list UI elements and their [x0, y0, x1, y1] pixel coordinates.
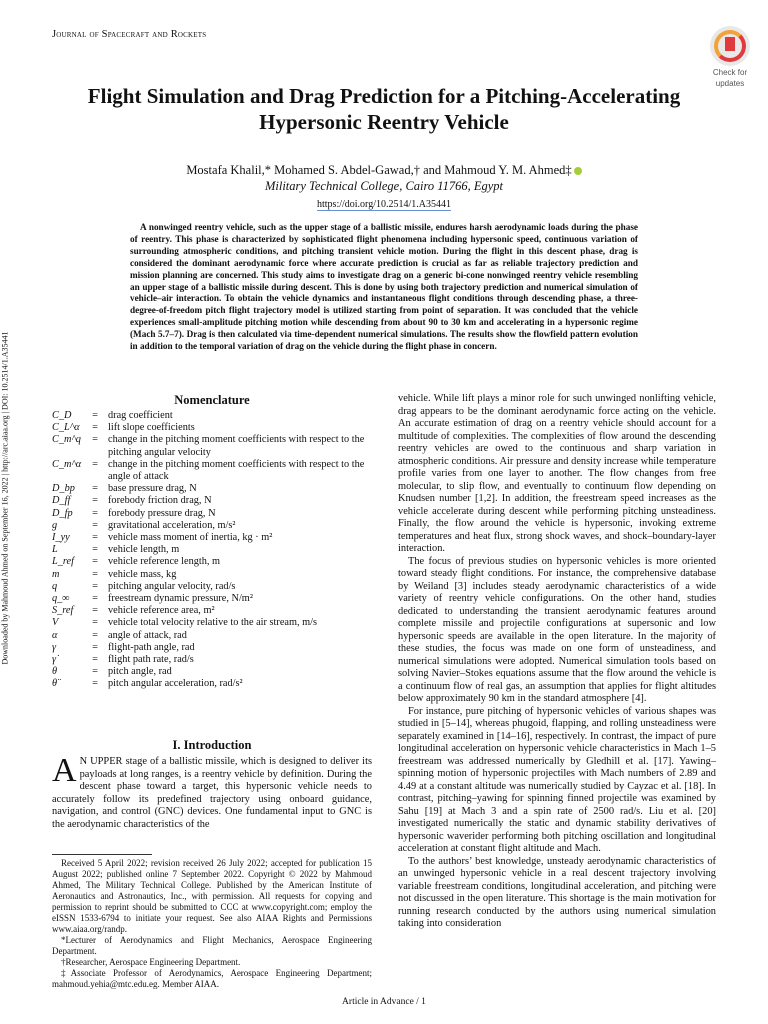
orcid-icon[interactable]: [574, 167, 582, 175]
nomenclature-row: [52, 593, 372, 605]
nomenclature-def: change in the pitching moment coefficients with respect to the pitching angular velocity: [108, 434, 365, 458]
nomenclature-sym: θ: [52, 666, 58, 678]
footnote: Received 5 April 2022; revision received 26 July 2022; accepted for publication 15 August 2022; published online 7 September 2022. Copyright © 2022 by Mahmoud Ahmed, The Military Technical College. Published by the American Institute of Aeronautics and Astronautics, Inc., with permission. All requests for copying and permission to reprint should be submitted to CCC at www.copyright.com; employ the eISSN 1533-6794 to initiate your request. See also AIAA Rights and Permissions www.aiaa.org/randp.: [52, 858, 372, 934]
body-paragraph: vehicle. While lift plays a minor role for such unwinged nonlifting vehicle, drag appears to be the dominant aerodynamic force acting on the vehicle. An accurate estimation of drag on a reentry vehicle should account for a multitude of complexities. The complexities of flow around the descending reentry vehicles are owed to the continuous and sharp variation in atmospheric conditions. Air pressure and density increase while temperature profile varies from one layer to another. The flow changes from free molecular, to slip flow, and eventually to continuum flow depending on Knudsen number [1,2]. In addition, the freestream speed increases as the vehicle accelerate during descent while performing pitching unsteadiness. Finally, the flow around the vehicle is hypersonic, invoking extreme temperatures and heat flux, strong shock waves, and shock–boundary-layer interaction.: [398, 393, 716, 554]
paper-title: Flight Simulation and Drag Prediction for a Pitching-Accelerating Hypersonic Reentry Vehicle: [87, 84, 681, 134]
nomenclature-sym: V: [52, 617, 59, 629]
nomenclature-row: [52, 630, 372, 642]
nomenclature-def: pitch angular acceleration, rad/s²: [108, 678, 243, 690]
nomenclature-sym: γ: [52, 641, 57, 653]
affiliation: Military Technical College, Cairo 11766, Egypt: [264, 179, 504, 193]
nomenclature-sym: D_fp: [52, 507, 73, 519]
badge-line2: updates: [715, 79, 745, 88]
nomenclature-row: [52, 569, 372, 581]
nomenclature-eq: =: [92, 629, 98, 641]
badge-line1: Check for: [712, 68, 748, 77]
nomenclature-row: [52, 544, 372, 556]
nomenclature-row: [52, 654, 372, 666]
nomenclature-row: [52, 434, 372, 458]
nomenclature-sym: C_m^q: [52, 434, 81, 446]
nomenclature-list: [52, 410, 372, 691]
nomenclature-def: pitch angle, rad: [108, 666, 172, 678]
nomenclature-eq: =: [92, 678, 98, 690]
nomenclature-eq: =: [92, 605, 98, 617]
page-footer: Article in Advance / 1: [342, 997, 426, 1007]
nomenclature-row: [52, 483, 372, 495]
nomenclature-eq: =: [92, 666, 98, 678]
nomenclature-def: forebody pressure drag, N: [108, 507, 216, 519]
nomenclature-sym: C_D: [52, 410, 72, 421]
nomenclature-eq: =: [92, 410, 98, 421]
nomenclature-def: freestream dynamic pressure, N/m²: [108, 593, 253, 605]
nomenclature-def: vehicle reference length, m: [108, 556, 221, 568]
nomenclature-eq: =: [92, 593, 98, 605]
nomenclature-eq: =: [92, 483, 98, 495]
nomenclature-heading: Nomenclature: [174, 393, 250, 407]
nomenclature-sym: θ̈: [52, 678, 58, 690]
nomenclature-def: pitching angular velocity, rad/s: [108, 580, 236, 592]
body-paragraph: The focus of previous studies on hypersonic vehicles is more oriented toward steady flight conditions. For instance, the comprehensive database by Weiland [3] includes steady aerodynamic characteristics of a wide variety of reentry vehicle configurations. On the other hand, studies dedicated to understanding the transient aerodynamic features around complete missile and projectile configurations at supersonic and low hypersonic speeds are available in the open literature. In the majority of these studies, the focus was made on one form of unsteadiness, and numerical simulations were adopted. Numerical simulation tools based on solving Navier–Stokes equations assume that the flow around the vehicle is a continuum flow of real gas, an assumption that applies for flight altitudes below approximately 90 km in the standard atmosphere [4].: [398, 555, 716, 704]
abstract: A nonwinged reentry vehicle, such as the upper stage of a ballistic missile, endures harsh aerodynamic loads during the phase of reentry. This phase is characterized by sophisticated flight phenomena including hypersonic speed, continuous variation of surrounding atmospheric conditions, and pitching transient vehicle motion. During the flight in this descent phase, drag is considered the dominant aerodynamic force where accurate prediction is crucial as far as reliable trajectory prediction and mission planning are concerned. This study aims to investigate drag on a generic bi-cone nonwinged reentry vehicle resembling an upper stage of a ballistic missile during descent. This is done by using both trajectory prediction and numerical simulation of vehicle–air interaction. To obtain the vehicle dynamics and instantaneous flight conditions through descending phase, a three-degree-of-freedom pitch flight trajectory model is utilized starting from point of separation. It was concluded that the vehicle experiences small-amplitude pitching motion while descending from about 90 to 30 km and accelerating in a hypersonic regime (Mach 5.7–7). Drag is then calculated via time-dependent numerical simulations. The results show the flowfield pattern evolution in addition to the temporal variation of drag on the vehicle during the flight phase in concern.: [130, 222, 638, 352]
nomenclature-def: vehicle mass, kg: [108, 568, 177, 580]
nomenclature-sym: C_m^α: [52, 458, 82, 470]
drop-cap: A: [52, 752, 77, 789]
nomenclature-eq: =: [92, 580, 98, 592]
download-sidebar: Downloaded by Mahmoud Ahmed on September 16, 2022 | http://arc.aiaa.org | DOI: 10.2514/1.A35441: [0, 331, 10, 665]
nomenclature-row: [52, 422, 372, 434]
nomenclature-eq: =: [92, 641, 98, 653]
body-paragraph: For instance, pure pitching of hypersonic vehicles of various shapes was studied in [5–14], whereas phugoid, flapping, and rolling unsteadiness were separately examined in [14–16], respectively. In contrast, the impact of pure longitudinal acceleration on hypersonic vehicle characteristics in Mach 1–5 freestream was addressed numerically by Gledhill et al. [17]. Yawing–spinning motion of hypersonic projectiles with Mach numbers of 2.89 and 4.49 at a constant altitude was numerically studied by Cayzac et al. [18]. In contrast, pitching–yawing for spinning finned projectile was examined by Sahu [19] at Mach 3 and a spin rate of 2500 rad/s. Liu et al. [20] investigated numerically the static and dynamic stability derivatives of hypersonic waverider performing both pitching oscillation and longitudinal acceleration at constant flight altitude and Mach.: [398, 705, 716, 854]
nomenclature-row: [52, 581, 372, 593]
authors: Mostafa Khalil,* Mohamed S. Abdel-Gawad,† and Mahmoud Y. M. Ahmed‡: [40, 163, 728, 178]
introduction-text: A N UPPER stage of a ballistic missile, which is designed to deliver its payloads at long ranges, is a reentry vehicle by definition. During the descent phase toward a target, this hypersonic vehicle needs to accurately follow its predefined trajectory using onboard guidance, navigation, and control (GNC) devices. One fundamental input to GNC is the aerodynamic characteristics of the: [52, 752, 372, 830]
nomenclature-sym: q_∞: [52, 593, 70, 605]
nomenclature-def: vehicle total velocity relative to the air stream, m/s: [108, 617, 318, 629]
footnote: ‡Associate Professor of Aerodynamics, Aerospace Engineering Department; mahmoud.yehia@mtc.edu.eg. Member AIAA.: [52, 968, 372, 989]
footnote: *Lecturer of Aerodynamics and Flight Mechanics, Aerospace Engineering Department.: [52, 935, 372, 956]
nomenclature-sym: m: [52, 568, 60, 580]
nomenclature-def: forebody friction drag, N: [108, 495, 212, 507]
nomenclature-eq: =: [92, 495, 98, 507]
nomenclature-sym: C_L^α: [52, 422, 80, 434]
nomenclature-row: [52, 605, 372, 617]
nomenclature-sym: g: [52, 519, 58, 531]
nomenclature-row: [52, 678, 372, 690]
nomenclature-eq: =: [92, 519, 98, 531]
nomenclature-sym: D_bp: [52, 483, 75, 495]
footnotes: [52, 858, 372, 990]
nomenclature-def: flight-path angle, rad: [108, 641, 195, 653]
nomenclature-eq: =: [92, 544, 98, 556]
nomenclature-def: base pressure drag, N: [108, 483, 197, 495]
nomenclature-sym: S_ref: [52, 605, 74, 617]
nomenclature-eq: =: [92, 568, 98, 580]
nomenclature-row: [52, 508, 372, 520]
nomenclature-eq: =: [92, 654, 98, 666]
nomenclature-def: vehicle reference area, m²: [108, 605, 215, 617]
footnote: †Researcher, Aerospace Engineering Department.: [61, 957, 241, 967]
nomenclature-eq: =: [92, 617, 98, 629]
nomenclature-row: [52, 532, 372, 544]
nomenclature-eq: =: [92, 532, 98, 544]
nomenclature-eq: =: [92, 434, 98, 446]
update-icon: [710, 26, 750, 66]
nomenclature-eq: =: [92, 507, 98, 519]
nomenclature-sym: D_ff: [52, 495, 71, 507]
body-paragraph: To the authors’ best knowledge, unsteady aerodynamic characteristics of an unwinged hypersonic vehicle in a real descent trajectory involving variable freestream conditions, longitudinal acceleration, and pitching were not discussed in the open literature. This shortage is the main motivation for running research conducted by the authors using numerical simulation taking into consideration: [398, 855, 716, 929]
nomenclature-def: gravitational acceleration, m/s²: [108, 519, 236, 531]
nomenclature-sym: I_yy: [52, 532, 70, 544]
nomenclature-sym: L_ref: [52, 556, 74, 568]
nomenclature-row: [52, 459, 372, 483]
journal-name: Journal of Spacecraft and Rockets: [52, 29, 207, 40]
nomenclature-sym: γ̇: [52, 654, 57, 666]
check-for-updates-badge[interactable]: [704, 26, 756, 88]
nomenclature-row: [52, 520, 372, 532]
nomenclature-row: [52, 410, 372, 422]
nomenclature-def: angle of attack, rad: [108, 629, 187, 641]
nomenclature-row: [52, 666, 372, 678]
nomenclature-def: change in the pitching moment coefficients with respect to the angle of attack: [108, 458, 365, 483]
nomenclature-row: [52, 617, 372, 629]
nomenclature-def: lift slope coefficients: [108, 422, 195, 434]
nomenclature-sym: q: [52, 580, 58, 592]
nomenclature-sym: L: [52, 544, 58, 556]
nomenclature-eq: =: [92, 556, 98, 568]
footnote-rule: [52, 854, 152, 855]
nomenclature-row: [52, 495, 372, 507]
nomenclature-def: drag coefficient: [108, 410, 173, 421]
doi-link[interactable]: https://doi.org/10.2514/1.A35441: [317, 199, 451, 210]
nomenclature-def: flight path rate, rad/s: [108, 654, 194, 666]
nomenclature-row: [52, 642, 372, 654]
nomenclature-eq: =: [92, 458, 98, 470]
right-column-text: [398, 393, 716, 931]
nomenclature-sym: α: [52, 629, 58, 641]
introduction-heading: I. Introduction: [172, 738, 252, 752]
nomenclature-def: vehicle length, m: [108, 544, 180, 556]
nomenclature-row: [52, 556, 372, 568]
nomenclature-eq: =: [92, 422, 98, 434]
nomenclature-def: vehicle mass moment of inertia, kg · m²: [108, 532, 273, 544]
